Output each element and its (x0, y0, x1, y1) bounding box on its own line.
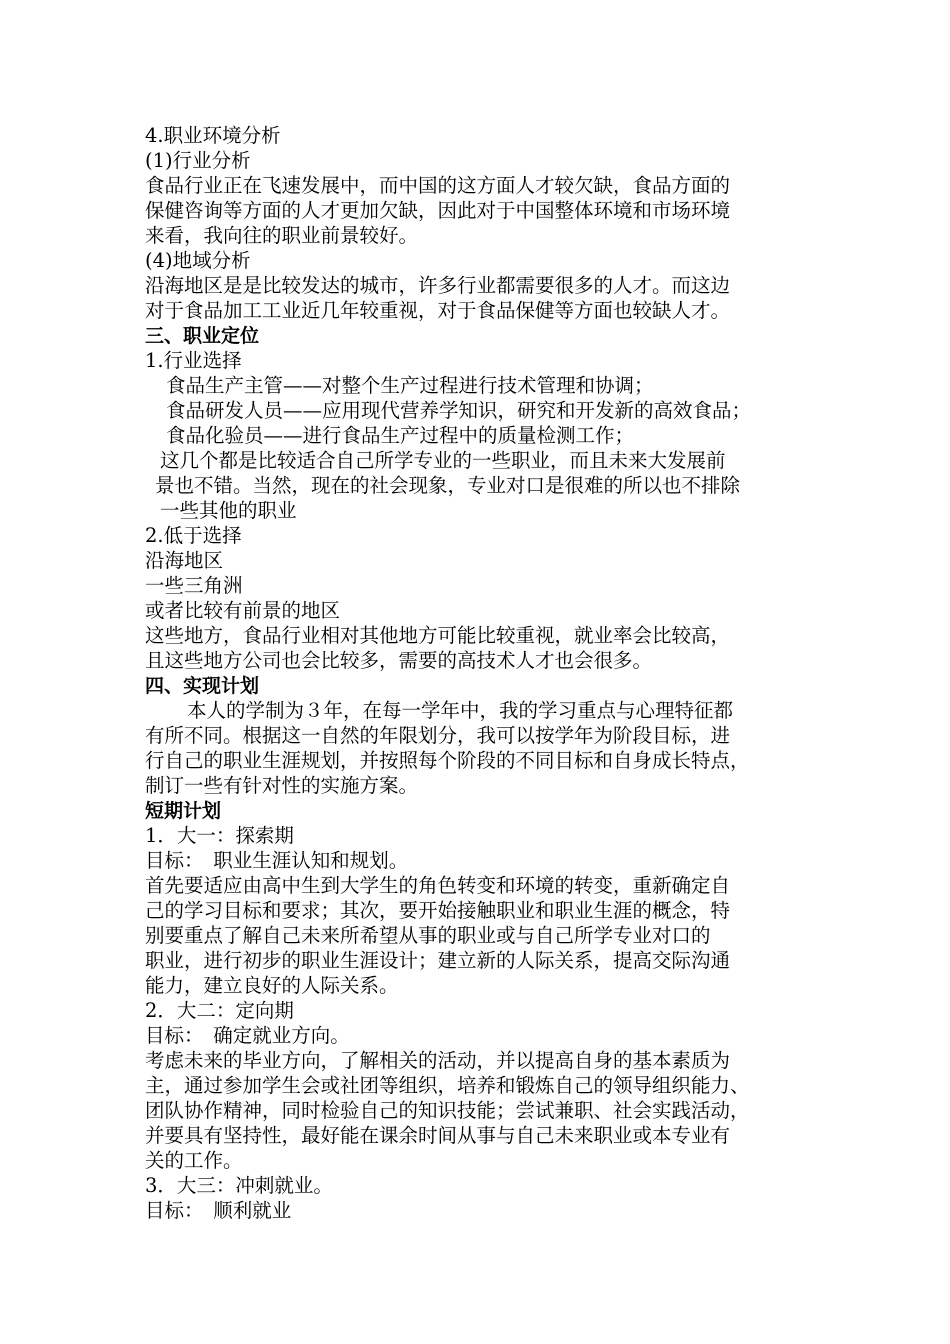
paragraph-line: 景也不错。当然，现在的社会现象，专业对口是很难的所以也不排除 (155, 474, 741, 497)
paragraph-line: 行自己的职业生涯规划，并按照每个阶段的不同目标和自身成长特点， (145, 749, 750, 772)
list-item: 食品研发人员——应用现代营养学知识，研究和开发新的高效食品； (166, 399, 752, 422)
paragraph-line: 己的学习目标和要求；其次，要开始接触职业和职业生涯的概念，特 (145, 899, 731, 922)
sub-heading: 3．大三：冲刺就业。 (145, 1174, 333, 1197)
paragraph-line: 并要具有坚持性，最好能在课余时间从事与自己未来职业或本专业有 (145, 1124, 731, 1147)
list-item: 食品生产主管——对整个生产过程进行技术管理和协调； (166, 374, 654, 397)
paragraph-line: 食品行业正在飞速发展中，而中国的这方面人才较欠缺，食品方面的 (145, 174, 731, 197)
sub-heading: 1．大一：探索期 (145, 824, 294, 847)
paragraph-line: 别要重点了解自己未来所希望从事的职业或与自己所学专业对口的 (145, 924, 711, 947)
goal-line: 目标： 顺利就业 (145, 1199, 292, 1222)
paragraph-line: 保健咨询等方面的人才更加欠缺，因此对于中国整体环境和市场环境 (145, 199, 731, 222)
sub-heading: 2.低于选择 (145, 524, 242, 547)
list-item: 食品化验员——进行食品生产过程中的质量检测工作； (166, 424, 635, 447)
paragraph-line: 且这些地方公司也会比较多，需要的高技术人才也会很多。 (145, 649, 653, 672)
sub-heading: (4)地域分析 (145, 249, 251, 272)
paragraph-line: 团队协作精神，同时检验自己的知识技能；尝试兼职、社会实践活动， (145, 1099, 750, 1122)
paragraph-line: 来看，我向往的职业前景较好。 (145, 224, 419, 247)
paragraph-line: 考虑未来的毕业方向，了解相关的活动，并以提高自身的基本素质为 (145, 1049, 731, 1072)
paragraph-line: 或者比较有前景的地区 (145, 599, 341, 622)
section-heading: 4.职业环境分析 (145, 124, 281, 147)
paragraph-line: 职业，进行初步的职业生涯设计；建立新的人际关系，提高交际沟通 (145, 949, 731, 972)
paragraph-line: 沿海地区是是比较发达的城市，许多行业都需要很多的人才。而这边 (145, 274, 731, 297)
section-heading: 短期计划 (145, 800, 222, 822)
paragraph-line: 关的工作。 (145, 1149, 243, 1172)
paragraph-line: 制订一些有针对性的实施方案。 (145, 774, 419, 797)
chapter-heading: 四、实现计划 (145, 675, 260, 697)
sub-heading: (1)行业分析 (145, 149, 251, 172)
paragraph-line: 有所不同。根据这一自然的年限划分，我可以按学年为阶段目标，进 (145, 724, 731, 747)
sub-heading: 2．大二：定向期 (145, 999, 294, 1022)
paragraph-line: 一些三角洲 (145, 574, 243, 597)
paragraph-line: 能力，建立良好的人际关系。 (145, 974, 399, 997)
paragraph-line: 沿海地区 (145, 549, 224, 572)
sub-heading: 1.行业选择 (145, 349, 242, 372)
paragraph-line: 这些地方，食品行业相对其他地方可能比较重视，就业率会比较高， (145, 624, 731, 647)
goal-line: 目标： 确定就业方向。 (145, 1024, 350, 1047)
paragraph-line: 一些其他的职业 (160, 499, 297, 522)
paragraph-line: 本人的学制为３年，在每一学年中，我的学习重点与心理特征都 (187, 699, 734, 722)
chapter-heading: 三、职业定位 (145, 325, 260, 347)
paragraph-line: 主，通过参加学生会或社团等组织，培养和锻炼自己的领导组织能力、 (145, 1074, 750, 1097)
paragraph-line: 首先要适应由高中生到大学生的角色转变和环境的转变，重新确定自 (145, 874, 731, 897)
paragraph-line: 对于食品加工工业近几年较重视，对于食品保健等方面也较缺人才。 (145, 299, 731, 322)
goal-line: 目标： 职业生涯认知和规划。 (145, 849, 409, 872)
paragraph-line: 这几个都是比较适合自己所学专业的一些职业，而且未来大发展前 (160, 449, 726, 472)
